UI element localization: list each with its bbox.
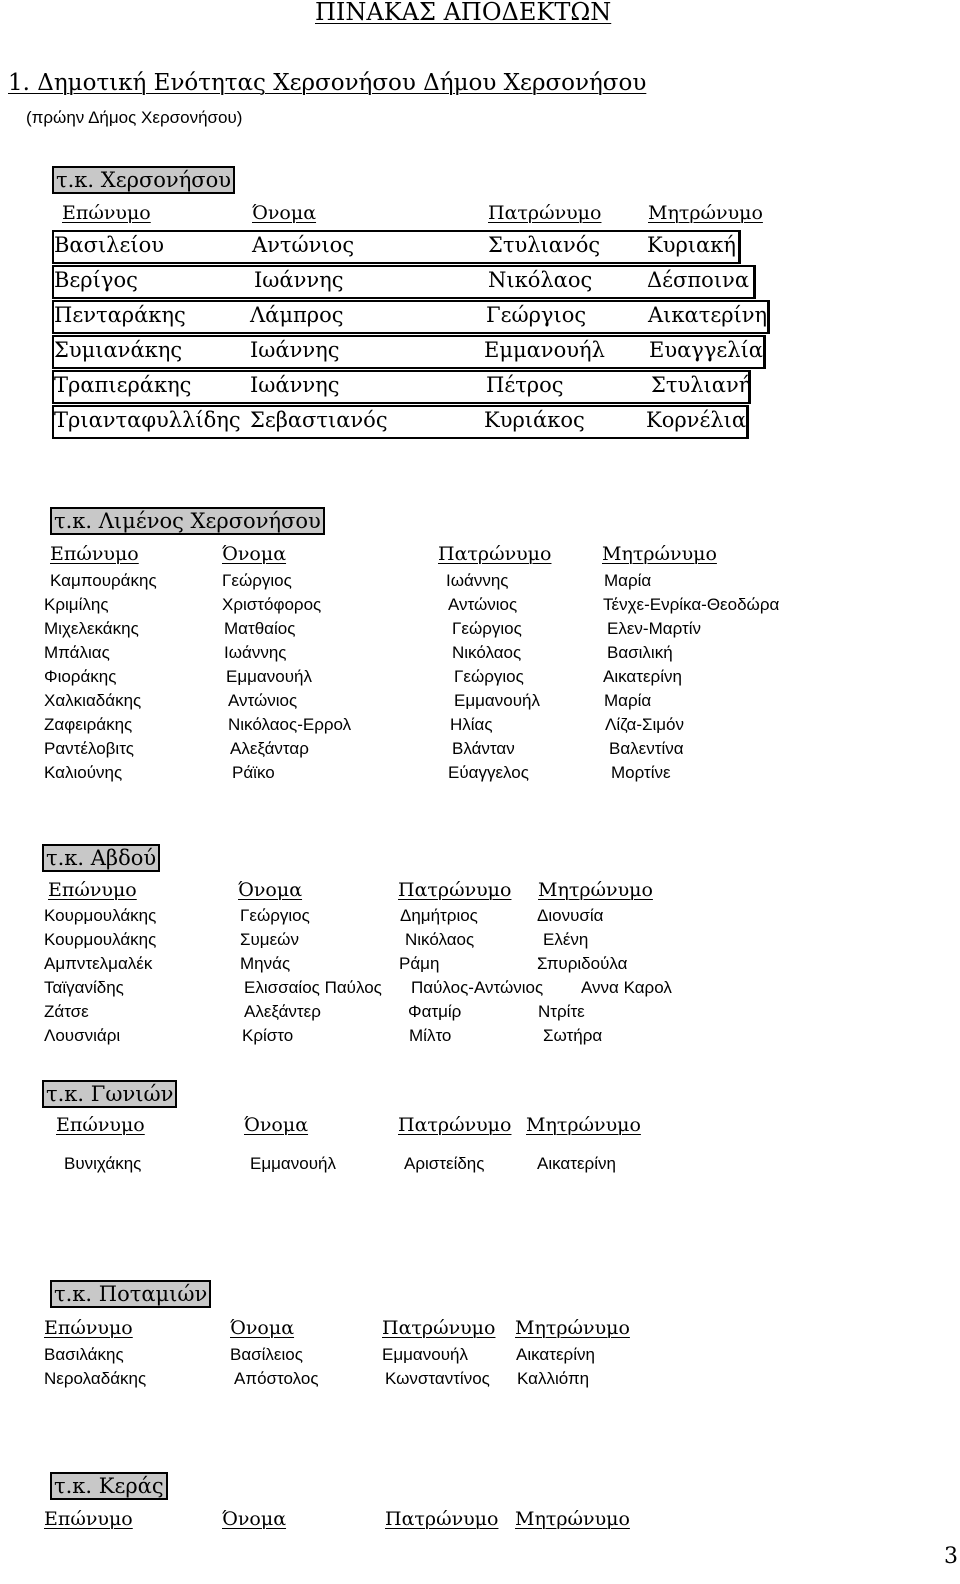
column-header-father: Πατρώνυμο — [398, 879, 512, 901]
column-header-father: Πατρώνυμο — [438, 543, 552, 565]
cell-name: Αντώνιος — [228, 691, 298, 710]
cell-mother: Μαρία — [604, 571, 652, 590]
cell-name: Ιωάννης — [250, 338, 340, 362]
cell-name: Αλεξάντερ — [244, 1002, 321, 1021]
column-header-name: Όνομα — [222, 1508, 287, 1530]
cell-surname: Λουσνιάρι — [44, 1026, 121, 1045]
cell-surname: Ζάτσε — [44, 1002, 89, 1021]
cell-father: Ηλίας — [450, 715, 493, 734]
cell-father: Εμμανουήλ — [382, 1345, 468, 1364]
cell-father: Εμμανουήλ — [484, 338, 605, 362]
cell-surname: Ταϊγανίδης — [44, 978, 124, 997]
cell-name: Ελισσαίος Παύλος — [244, 978, 382, 997]
cell-mother: Κορνέλια — [646, 408, 747, 432]
cell-mother: Καλλιόπη — [517, 1369, 590, 1388]
cell-father: Νικόλαος — [488, 268, 593, 292]
column-header-surname: Επώνυμο — [44, 1508, 133, 1530]
cell-surname: Κριμίλης — [44, 595, 109, 614]
cell-name: Σεβαστιανός — [250, 408, 388, 432]
column-header-father: Πατρώνυμο — [382, 1317, 496, 1339]
cell-name: Απόστολος — [234, 1369, 319, 1388]
cell-mother: Σωτήρα — [543, 1026, 603, 1045]
cell-mother: Ντρίτε — [538, 1002, 585, 1021]
cell-father: Γεώργιος — [452, 619, 522, 638]
cell-name: Ιωάννης — [224, 643, 287, 662]
cell-mother: Μαρία — [604, 691, 652, 710]
cell-mother: Αννα Καρολ — [581, 978, 672, 997]
cell-father: Φατμίρ — [408, 1002, 462, 1021]
cell-father: Αντώνιος — [448, 595, 518, 614]
cell-surname: Ραντέλοβιτς — [44, 739, 134, 758]
cell-surname: Βασιλάκης — [44, 1345, 124, 1364]
cell-surname: Καλιούνης — [44, 763, 123, 782]
column-header-surname: Επώνυμο — [50, 543, 139, 565]
column-header-surname: Επώνυμο — [62, 202, 151, 224]
cell-father: Εύαγγελος — [448, 763, 529, 782]
cell-name: Χριστόφορος — [222, 595, 322, 614]
section-subheading: (πρώην Δήμος Χερσονήσου) — [26, 108, 243, 127]
cell-mother: Αικατερίνη — [603, 667, 682, 686]
cell-name: Αντώνιος — [252, 233, 355, 257]
community-label-potamies: τ.κ. Ποταμιών — [50, 1280, 211, 1308]
column-header-name: Όνομα — [230, 1317, 295, 1339]
column-header-surname: Επώνυμο — [56, 1114, 145, 1136]
cell-surname: Κουρμουλάκης — [44, 906, 157, 925]
cell-father: Εμμανουήλ — [454, 691, 540, 710]
cell-surname: Βερίγος — [54, 268, 138, 292]
cell-name: Βασίλειος — [230, 1345, 303, 1364]
cell-name: Ματθαίος — [224, 619, 296, 638]
cell-father: Γεώργιος — [454, 667, 524, 686]
cell-father: Ιωάννης — [446, 571, 509, 590]
cell-mother: Διονυσία — [537, 906, 604, 925]
cell-surname: Αμπντελμαλέκ — [44, 954, 153, 973]
cell-surname: Βυνιχάκης — [64, 1154, 142, 1173]
cell-father: Αριστείδης — [404, 1154, 485, 1173]
column-header-mother: Μητρώνυμο — [538, 879, 653, 901]
cell-surname: Καμπουράκης — [50, 571, 157, 590]
column-header-surname: Επώνυμο — [48, 879, 137, 901]
cell-father: Στυλιανός — [488, 233, 601, 257]
cell-father: Νικόλαος — [452, 643, 522, 662]
cell-father: Κυριάκος — [484, 408, 585, 432]
cell-name: Νικόλαος-Ερρολ — [228, 715, 352, 734]
column-header-mother: Μητρώνυμο — [602, 543, 717, 565]
cell-mother: Λίζα-Σιμόν — [605, 715, 685, 734]
cell-father: Παύλος-Αντώνιος — [411, 978, 544, 997]
cell-name: Συμεών — [240, 930, 299, 949]
cell-mother: Σπυριδούλα — [537, 954, 628, 973]
cell-name: Λάμπρος — [250, 303, 344, 327]
cell-surname: Φιοράκης — [44, 667, 117, 686]
column-header-mother: Μητρώνυμο — [515, 1317, 630, 1339]
cell-mother: Ευαγγελία — [649, 338, 763, 362]
cell-father: Δημήτριος — [400, 906, 478, 925]
cell-surname: Μιχελεκάκης — [44, 619, 139, 638]
cell-father: Κωνσταντίνος — [385, 1369, 490, 1388]
cell-surname: Συμιανάκης — [54, 338, 183, 362]
cell-mother: Αικατερίνη — [537, 1154, 616, 1173]
cell-mother: Μορτίνε — [611, 763, 671, 782]
cell-name: Ιωάννης — [254, 268, 344, 292]
cell-mother: Αικατερίνη — [516, 1345, 595, 1364]
column-header-mother: Μητρώνυμο — [526, 1114, 641, 1136]
cell-name: Ράϊκο — [232, 763, 275, 782]
cell-mother: Στυλιανή — [651, 373, 752, 397]
cell-name: Κρίστο — [242, 1026, 294, 1045]
cell-mother: Ελεν-Μαρτίν — [607, 619, 701, 638]
cell-surname: Τραπιεράκης — [54, 373, 192, 397]
cell-father: Βλάνταν — [452, 739, 515, 758]
community-label-chersonisos: τ.κ. Χερσονήσου — [52, 166, 235, 194]
column-header-father: Πατρώνυμο — [488, 202, 602, 224]
cell-mother: Δέσποινα — [647, 268, 750, 292]
cell-surname: Βασιλείου — [54, 233, 165, 257]
cell-mother: Τένχε-Ενρίκα-Θεοδώρα — [603, 595, 780, 614]
cell-surname: Πενταράκης — [54, 303, 186, 327]
cell-father: Πέτρος — [486, 373, 564, 397]
community-label-keras: τ.κ. Κεράς — [50, 1472, 168, 1500]
column-header-father: Πατρώνυμο — [398, 1114, 512, 1136]
page-number: 3 — [944, 1544, 958, 1569]
cell-name: Μηνάς — [240, 954, 291, 973]
column-header-name: Όνομα — [252, 202, 317, 224]
community-label-avdou: τ.κ. Αβδού — [42, 844, 160, 872]
column-header-surname: Επώνυμο — [44, 1317, 133, 1339]
cell-father: Γεώργιος — [486, 303, 587, 327]
community-label-gonies: τ.κ. Γωνιών — [42, 1080, 177, 1108]
cell-surname: Κουρμουλάκης — [44, 930, 157, 949]
cell-surname: Τριανταφυλλίδης — [54, 408, 241, 432]
cell-name: Γεώργιος — [222, 571, 292, 590]
cell-father: Νικόλαος — [405, 930, 475, 949]
cell-mother: Ελένη — [543, 930, 589, 949]
cell-mother: Βαλεντίνα — [609, 739, 684, 758]
cell-name: Εμμανουήλ — [250, 1154, 336, 1173]
page-title: ΠΙΝΑΚΑΣ ΑΠΟΔΕΚΤΩΝ — [315, 0, 612, 26]
cell-surname: Χαλκιαδάκης — [44, 691, 142, 710]
cell-surname: Ζαφειράκης — [44, 715, 133, 734]
column-header-father: Πατρώνυμο — [385, 1508, 499, 1530]
community-label-limenos: τ.κ. Λιμένος Χερσονήσου — [50, 507, 325, 535]
cell-surname: Μπάλιας — [44, 643, 110, 662]
column-header-mother: Μητρώνυμο — [648, 202, 763, 224]
cell-name: Αλεξάνταρ — [230, 739, 309, 758]
cell-mother: Αικατερίνη — [648, 303, 768, 327]
cell-mother: Βασιλική — [607, 643, 673, 662]
cell-name: Ιωάννης — [250, 373, 340, 397]
cell-name: Γεώργιος — [240, 906, 310, 925]
column-header-name: Όνομα — [238, 879, 303, 901]
cell-father: Μίλτο — [409, 1026, 452, 1045]
cell-name: Εμμανουήλ — [226, 667, 312, 686]
section-heading: 1. Δημοτική Ενότητας Χερσονήσου Δήμου Χερσονήσου — [8, 70, 647, 96]
column-header-mother: Μητρώνυμο — [515, 1508, 630, 1530]
column-header-name: Όνομα — [244, 1114, 309, 1136]
cell-surname: Νερολαδάκης — [44, 1369, 147, 1388]
cell-mother: Κυριακή — [647, 233, 736, 257]
cell-father: Ράμη — [399, 954, 440, 973]
column-header-name: Όνομα — [222, 543, 287, 565]
